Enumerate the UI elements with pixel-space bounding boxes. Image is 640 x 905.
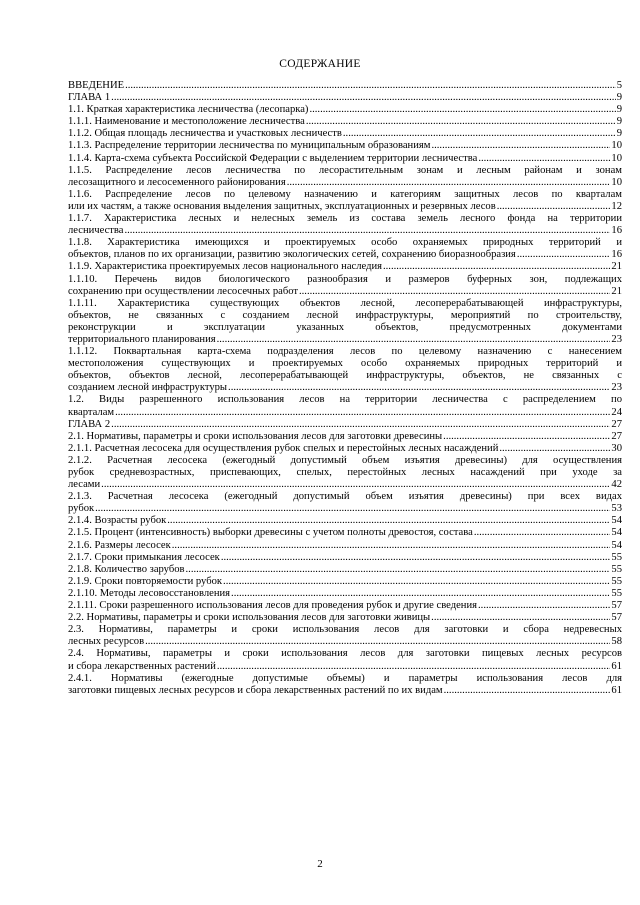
toc-entry[interactable] bbox=[68, 298, 622, 346]
toc-entry-page: 10 bbox=[611, 140, 622, 152]
toc-entry-page: 42 bbox=[611, 479, 622, 491]
dot-leader bbox=[299, 286, 610, 298]
toc-entry-page: 57 bbox=[611, 612, 622, 624]
toc-entry-title: ГЛАВА 1 bbox=[68, 92, 111, 104]
toc-entry-line: 1.1.12. Поквартальная карта-схема подразделения лесов по целевому назначению с нанесением bbox=[68, 346, 622, 358]
toc-entry-line: лесничества bbox=[68, 225, 124, 237]
toc-entry-line: 2.4.1. Нормативы (ежегодные допустимые объемы) и параметры использования лесов для bbox=[68, 672, 622, 684]
toc-entry-page: 57 bbox=[611, 600, 622, 612]
toc-entry-title: 1.1.3. Распределение территории лесничества по муниципальным образованиям bbox=[68, 140, 431, 152]
toc-entry[interactable] bbox=[68, 165, 622, 189]
toc-entry-page: 9 bbox=[616, 92, 622, 104]
toc-entry[interactable] bbox=[68, 431, 622, 443]
toc-entry-line: 2.1.3. Расчетная лесосека (ежегодный допустимый объем изъятия древесины) при всех видах bbox=[68, 491, 622, 503]
page-title: СОДЕРЖАНИЕ bbox=[279, 58, 361, 70]
toc-entry-title: 1.1.2. Общая площадь лесничества и участковых лесничеств bbox=[68, 128, 342, 140]
toc-entry-line: 1.1.7. Характеристика лесных и нелесных земель из состава земель лесного фонда на территории bbox=[68, 213, 622, 225]
dot-leader bbox=[186, 564, 611, 576]
toc-entry-line: объектов, объектов лесной, лесоперерабатывающей инфраструктуры, объектов, не связанных с bbox=[68, 370, 622, 382]
toc-entry-line: 1.1.6. Распределение лесов по целевому назначению и категориям защитных лесов по кварталам bbox=[68, 188, 622, 200]
toc-entry[interactable] bbox=[68, 153, 622, 165]
toc-entry-page: 27 bbox=[611, 430, 622, 442]
toc-entry-title: 2.1.9. Сроки повторяемости рубок bbox=[68, 575, 223, 587]
toc-entry-page: 9 bbox=[616, 116, 622, 128]
dot-leader bbox=[474, 527, 611, 539]
toc-entry-line: местоположения существующих и проектируемых особо охраняемых природных территорий и bbox=[68, 358, 622, 370]
dot-leader bbox=[228, 382, 610, 394]
toc-entry-line: объектов, планов по их организации, развитию экологических сетей, сохранению биоразнообразия bbox=[68, 249, 516, 261]
toc-entry-last-line bbox=[68, 249, 622, 261]
toc-entry-title: 2.2. Нормативы, параметры и сроки использования лесов для заготовки живицы bbox=[68, 612, 431, 624]
toc-entry-page: 54 bbox=[611, 539, 622, 551]
toc-entry-line: рубок средневозрастных, приспевающих, спелых, перестойных лесных насаждений при уходе за bbox=[68, 467, 622, 478]
toc-entry[interactable] bbox=[68, 540, 622, 552]
toc-entry-line: 1.2. Виды разрешенного использования лесов на территории лесничества с распределением по bbox=[68, 394, 622, 406]
dot-leader bbox=[444, 685, 611, 697]
toc-entry[interactable] bbox=[68, 600, 622, 612]
dot-leader bbox=[499, 443, 610, 455]
toc-entry[interactable] bbox=[68, 588, 622, 600]
toc-entry-page: 9 bbox=[616, 128, 622, 140]
toc-entry-last-line bbox=[68, 286, 622, 298]
toc-entry-line: 2.4. Нормативы, параметры и сроки использования лесов для заготовки пищевых лесных ресурсов bbox=[68, 648, 622, 660]
toc-entry[interactable] bbox=[68, 552, 622, 564]
dot-leader bbox=[111, 92, 616, 104]
dot-leader bbox=[287, 177, 611, 189]
dot-leader bbox=[172, 540, 611, 552]
dot-leader bbox=[478, 153, 610, 165]
toc-entry[interactable] bbox=[68, 491, 622, 515]
toc-entry-last-line bbox=[68, 661, 622, 673]
toc-entry-line: объектов, не связанных с созданием лесной инфраструктуры, мероприятий по строительству, bbox=[68, 309, 622, 321]
toc-entry[interactable] bbox=[68, 455, 622, 491]
toc-entry-title: ГЛАВА 2 bbox=[68, 418, 111, 430]
dot-leader bbox=[217, 334, 611, 346]
toc-entry-line: 2.1.2. Расчетная лесосека (ежегодный допустимый объем изъятия древесины) для осуществления bbox=[68, 454, 622, 466]
toc-entry-title: 2.1.8. Количество зарубов bbox=[68, 563, 185, 575]
toc-entry-last-line bbox=[68, 685, 622, 697]
toc-entry-line: 1.1.5. Распределение лесов лесничества по лесорастительным зонам и лесным районам и зонам bbox=[68, 164, 622, 176]
toc-entry[interactable] bbox=[68, 80, 622, 92]
toc-entry-line: 2.3. Нормативы, параметры и сроки использования лесов для заготовки и сбора недревесных bbox=[68, 624, 622, 636]
toc-entry-line: лесных ресурсов bbox=[68, 636, 145, 648]
toc-entry-title: 2.1. Нормативы, параметры и сроки использования лесов для заготовки древесины bbox=[68, 430, 443, 442]
toc-entry-page: 5 bbox=[616, 80, 622, 91]
dot-leader bbox=[221, 552, 611, 564]
dot-leader bbox=[101, 479, 610, 491]
toc-entry-page: 10 bbox=[611, 176, 622, 188]
table-of-contents bbox=[68, 80, 622, 697]
toc-entry-line: 1.1.11. Характеристика существующих объектов лесной, лесоперерабатывающей инфраструктуры, bbox=[68, 297, 622, 309]
toc-entry-line: территориального планирования bbox=[68, 333, 216, 345]
toc-entry[interactable] bbox=[68, 612, 622, 624]
toc-entry[interactable] bbox=[68, 346, 622, 394]
toc-entry[interactable] bbox=[68, 189, 622, 213]
toc-entry-title: 2.1.4. Возрасты рубок bbox=[68, 515, 167, 527]
toc-entry-page: 54 bbox=[611, 515, 622, 527]
toc-entry-line: и сбора лекарственных растений bbox=[68, 660, 216, 672]
toc-entry-line: рубок bbox=[68, 503, 95, 515]
dot-leader bbox=[517, 249, 611, 261]
toc-entry-page: 21 bbox=[611, 261, 622, 273]
toc-entry[interactable] bbox=[68, 527, 622, 539]
toc-entry-title: 2.1.11. Сроки разрешенного использования лесов для проведения рубок и другие сведения bbox=[68, 600, 478, 612]
toc-entry-last-line bbox=[68, 407, 622, 419]
dot-leader bbox=[167, 515, 610, 527]
toc-entry[interactable] bbox=[68, 116, 622, 128]
dot-leader bbox=[125, 80, 616, 92]
toc-entry-line: 1.1.8. Характеристика имеющихся и проектируемых особо охраняемых природных территорий и bbox=[68, 237, 622, 249]
dot-leader bbox=[95, 503, 610, 515]
toc-entry-page: 9 bbox=[616, 104, 622, 116]
toc-entry-last-line bbox=[68, 503, 622, 515]
dot-leader bbox=[217, 661, 611, 673]
toc-entry-page: 23 bbox=[611, 333, 622, 345]
toc-entry[interactable] bbox=[68, 419, 622, 431]
toc-entry-last-line bbox=[68, 225, 622, 237]
toc-entry-title: 1.1.9. Характеристика проектируемых лесов национального наследия bbox=[68, 261, 382, 273]
dot-leader bbox=[115, 407, 610, 419]
dot-leader bbox=[306, 116, 616, 128]
toc-entry[interactable] bbox=[68, 443, 622, 455]
toc-entry[interactable] bbox=[68, 576, 622, 588]
toc-entry-title: 2.1.7. Сроки примыкания лесосек bbox=[68, 551, 220, 563]
dot-leader bbox=[145, 636, 610, 648]
toc-entry[interactable] bbox=[68, 140, 622, 152]
toc-entry[interactable] bbox=[68, 648, 622, 672]
toc-entry-title: 1.1. Краткая характеристика лесничества (лесопарка) bbox=[68, 104, 309, 116]
dot-leader bbox=[111, 419, 610, 431]
toc-entry-line: заготовки пищевых лесных ресурсов и сбора лекарственных растений по их видам bbox=[68, 684, 443, 696]
toc-entry-last-line bbox=[68, 177, 622, 189]
dot-leader bbox=[478, 600, 610, 612]
toc-entry-page: 61 bbox=[611, 684, 622, 696]
toc-entry-page: 55 bbox=[611, 551, 622, 563]
dot-leader bbox=[309, 104, 615, 116]
toc-entry[interactable] bbox=[68, 92, 622, 104]
toc-entry[interactable] bbox=[68, 274, 622, 298]
toc-entry[interactable] bbox=[68, 624, 622, 648]
toc-entry-page: 55 bbox=[611, 587, 622, 599]
toc-entry[interactable] bbox=[68, 564, 622, 576]
dot-leader bbox=[497, 201, 611, 213]
dot-leader bbox=[431, 140, 610, 152]
toc-entry-last-line bbox=[68, 636, 622, 648]
page-number: 2 bbox=[317, 858, 323, 870]
toc-entry-page: 27 bbox=[611, 418, 622, 430]
toc-entry-page: 61 bbox=[611, 660, 622, 672]
toc-entry-page: 54 bbox=[611, 527, 622, 539]
dot-leader bbox=[223, 576, 610, 588]
dot-leader bbox=[383, 261, 610, 273]
toc-entry-page: 16 bbox=[611, 225, 622, 237]
toc-entry-page: 30 bbox=[611, 442, 622, 454]
toc-entry[interactable] bbox=[68, 128, 622, 140]
toc-entry-line: лесозащитного и лесосеменного районирования bbox=[68, 176, 286, 188]
toc-entry[interactable] bbox=[68, 104, 622, 116]
toc-entry[interactable] bbox=[68, 213, 622, 237]
toc-entry-line: 1.1.10. Перечень видов биологического разнообразия и размеров буферных зон, подлежащих bbox=[68, 273, 622, 285]
toc-entry-title: 1.1.4. Карта-схема субъекта Российской Федерации с выделением территории лесничества bbox=[68, 152, 478, 164]
toc-entry[interactable] bbox=[68, 673, 622, 697]
toc-entry-line: лесами bbox=[68, 479, 101, 491]
toc-entry-page: 53 bbox=[611, 503, 622, 515]
toc-entry-page: 21 bbox=[611, 285, 622, 297]
toc-entry-page: 12 bbox=[611, 200, 622, 212]
toc-entry-last-line bbox=[68, 479, 622, 491]
toc-entry-title: 1.1.1. Наименование и местоположение лесничества bbox=[68, 116, 305, 128]
dot-leader bbox=[124, 225, 610, 237]
toc-entry[interactable] bbox=[68, 394, 622, 418]
toc-entry[interactable] bbox=[68, 237, 622, 261]
toc-entry-page: 55 bbox=[611, 575, 622, 587]
toc-entry-last-line bbox=[68, 201, 622, 213]
toc-entry-last-line bbox=[68, 382, 622, 394]
toc-entry-page: 23 bbox=[611, 382, 622, 394]
toc-entry-page: 24 bbox=[611, 406, 622, 418]
toc-entry-line: сохранению при осуществлении лесосечных работ bbox=[68, 285, 298, 297]
toc-entry-last-line bbox=[68, 334, 622, 346]
toc-entry-title: 2.1.5. Процент (интенсивность) выборки древесины с учетом полноты древостоя, состава bbox=[68, 527, 473, 539]
dot-leader bbox=[343, 128, 616, 140]
dot-leader bbox=[431, 612, 610, 624]
toc-entry-page: 10 bbox=[611, 152, 622, 164]
toc-entry-title: 2.1.10. Методы лесовосстановления bbox=[68, 587, 231, 599]
toc-entry-title: 2.1.6. Размеры лесосек bbox=[68, 539, 171, 551]
toc-entry-line: созданием лесной инфраструктуры bbox=[68, 382, 228, 394]
toc-entry-page: 58 bbox=[611, 636, 622, 648]
toc-entry-line: кварталам bbox=[68, 406, 115, 418]
toc-entry-title: ВВЕДЕНИЕ bbox=[68, 80, 125, 91]
toc-entry[interactable] bbox=[68, 515, 622, 527]
toc-entry-title: 2.1.1. Расчетная лесосека для осуществления рубок спелых и перестойных лесных насаждений bbox=[68, 442, 499, 454]
toc-entry-page: 16 bbox=[611, 249, 622, 261]
toc-entry[interactable] bbox=[68, 261, 622, 273]
toc-entry-line: реконструкции и эксплуатации указанных объектов, предусмотренных документами bbox=[68, 321, 622, 333]
toc-entry-line: или их частям, а также основания выделения защитных, эксплуатационных и резервных лесов bbox=[68, 200, 496, 212]
dot-leader bbox=[443, 431, 610, 443]
dot-leader bbox=[231, 588, 610, 600]
toc-entry-page: 55 bbox=[611, 563, 622, 575]
